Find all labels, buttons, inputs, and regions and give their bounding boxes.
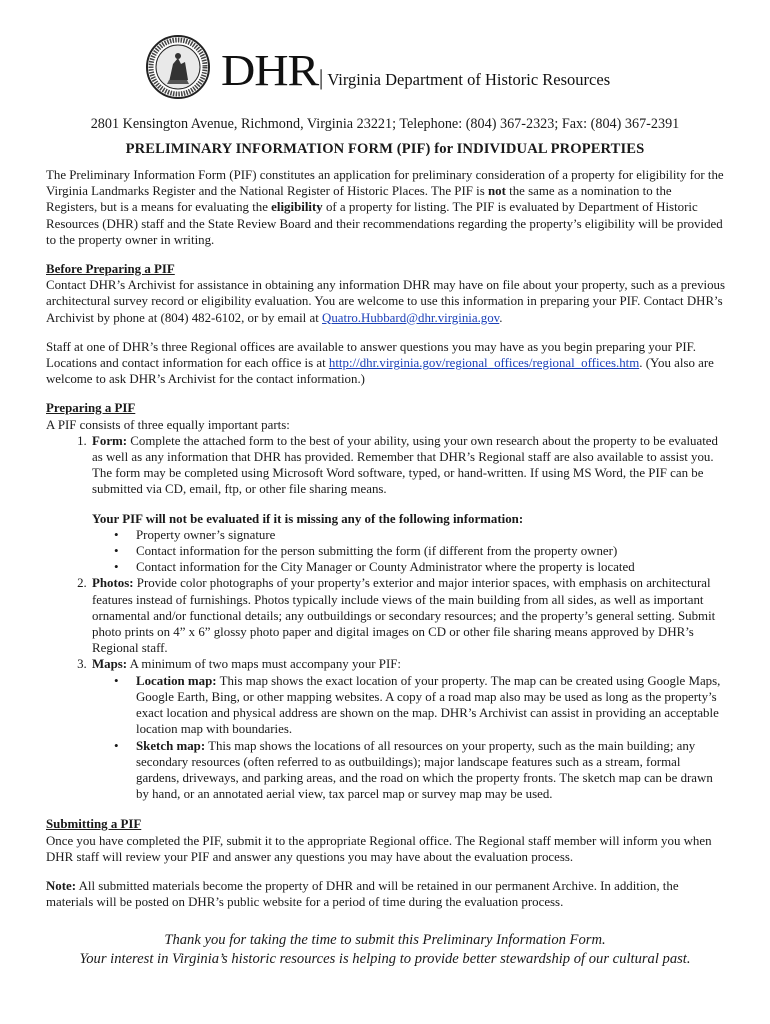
list-item-form: 1. Form: Complete the attached form to the best of your ability, using your own research about the property to be evaluated as well as any information that DHR has provided. Remember that DHR’s Regional staff are also available to assist you. The form may be completed using Microsoft Word software, typed, or hand-written. If using MS Word, the PIF can be submitted via CD, email, ftp, or other file sharing means. Your PIF will not be evaluated if it is missing any of the following information: • Property owner’s signature • Contact information for the person submitting the form (if different from the property owner) • Contact information for the City Manager or County Administrator where the property is located xyxy=(90,433,726,576)
submitting-paragraph: Once you have completed the PIF, submit it to the appropriate Regional office. The Regional staff member will inform you when DHR staff will review your PIF and answer any questions you may have about the evaluation process. xyxy=(46,833,712,864)
archivist-email-link[interactable]: Quatro.Hubbard@dhr.virginia.gov xyxy=(322,310,500,325)
letterhead xyxy=(145,32,610,102)
preparing-intro: A PIF consists of three equally important parts: xyxy=(46,417,290,432)
submitting-heading: Submitting a PIF xyxy=(46,817,142,832)
regional-offices-link[interactable]: http://dhr.virginia.gov/regional_offices/regional_offices.htm xyxy=(328,356,640,371)
closing-message xyxy=(0,931,770,969)
list-item-location-map: • Location map: This map shows the exact location of your property. The map can be created using Google Maps, Google Earth, Bing, or other mapping websites. A copy of a road map also may be used as long as the property’s exact location and physical address are shown on the map. DHR’s Archivist can assist in providing an acceptable location map with boundaries. xyxy=(136,673,726,738)
logo-separator: | xyxy=(318,64,324,90)
closing-line-1: Thank you for taking the time to submit this Preliminary Information Form. xyxy=(164,932,606,948)
list-item-maps: 3. Maps: A minimum of two maps must accompany your PIF: • Location map: This map shows the exact location of your property. The map can be created using Google Maps, Google Earth, Bing, or other mapping websites. A copy of a road map also may be used as long as the property’s exact location and physical address are shown on the map. DHR’s Archivist can assist in providing an acceptable location map with boundaries. • Sketch map: This map shows the locations of all resources on your property, such as the main building; any secondary resources (often referred to as outbuildings); major landscape features such as a stream, formal gardens, driveways, and parking areas, and the road on which the property fronts. The sketch map can be drawn by hand, or an annotated aerial view, tax parcel map or survey map may be used. xyxy=(90,656,726,802)
note-paragraph: Note: All submitted materials become the property of DHR and will be retained in our permanent Archive. In addition, the materials will be posted on DHR’s public website for a period of time during the evaluation process. xyxy=(46,878,679,910)
pif-parts-list xyxy=(46,433,726,802)
missing-info-warning: Your PIF will not be evaluated if it is missing any of the following information: xyxy=(92,511,524,526)
list-item: • Property owner’s signature xyxy=(136,527,726,543)
list-item: • Contact information for the City Manager or County Administrator where the property is located xyxy=(136,559,726,575)
preparing-heading: Preparing a PIF xyxy=(46,401,136,416)
maps-list xyxy=(92,673,726,803)
before-preparing-paragraph: Contact DHR’s Archivist for assistance in obtaining any information DHR may have on file about your property, such as a previous architectural survey record or eligibility evaluation. You are welcome to use this information in preparing your PIF. Contact DHR’s Archivist by phone at (804) 482-6102, or by email at Quatro.Hubbard@dhr.virginia.gov. xyxy=(46,278,726,325)
virginia-seal-icon xyxy=(145,34,211,100)
logo-department-name: Virginia Department of Historic Resources xyxy=(327,69,611,89)
page-title: PRELIMINARY INFORMATION FORM (PIF) for INDIVIDUAL PROPERTIES xyxy=(125,141,645,157)
regional-staff-paragraph: Staff at one of DHR’s three Regional offices are available to answer questions you may have as you begin preparing your PIF. Locations and contact information for each office is at http://dhr.virginia.gov/regional_offices/regional_offices.htm. (You also are welcome to ask DHR’s Archivist for the contact information.) xyxy=(46,339,714,387)
list-item-photos: 2. Photos: Provide color photographs of your property’s exterior and major interior spaces, with emphasis on architectural features instead of furnishings. Photos typically include views of the main building from all sides, as well as important ornamental and/or functional details; any outbuildings or secondary resources; and the property’s general setting. Submit photo prints on 4” x 6” glossy photo paper and digital images on CD or other file sharing means approved by DHR’s Regional staff. xyxy=(90,575,726,656)
document-body xyxy=(46,167,726,923)
address-line: 2801 Kensington Avenue, Richmond, Virginia 23221; Telephone: (804) 367-2323; Fax: (804) 367-2391 xyxy=(90,116,680,132)
logo-abbrev: DHR xyxy=(221,45,319,95)
list-item: • Contact information for the person submitting the form (if different from the property owner) xyxy=(136,543,726,559)
intro-paragraph: The Preliminary Information Form (PIF) constitutes an application for preliminary consideration of a property for eligibility for the Virginia Landmarks Register and the National Register of Historic Places. The PIF is not the same as a nomination to the Registers, but is a means for evaluating the eligibility of a property for listing. The PIF is evaluated by Department of Historic Resources (DHR) staff and the State Review Board and their recommendations regarding the property’s eligibility will be provided to the property owner in writing. xyxy=(46,168,724,247)
before-preparing-heading: Before Preparing a PIF xyxy=(46,262,175,277)
list-item-sketch-map: • Sketch map: This map shows the locations of all resources on your property, such as the main building; any secondary resources (often referred to as outbuildings); major landscape features such as a stream, formal gardens, driveways, and parking areas, and the road on which the property fronts. The sketch map can be drawn by hand, or an annotated aerial view, tax parcel map or survey map may be used. xyxy=(136,738,726,803)
dhr-logo xyxy=(221,45,610,96)
required-info-list xyxy=(92,527,726,576)
closing-line-2: Your interest in Virginia’s historic resources is helping to provide better stewardship of our cultural past. xyxy=(79,951,691,967)
